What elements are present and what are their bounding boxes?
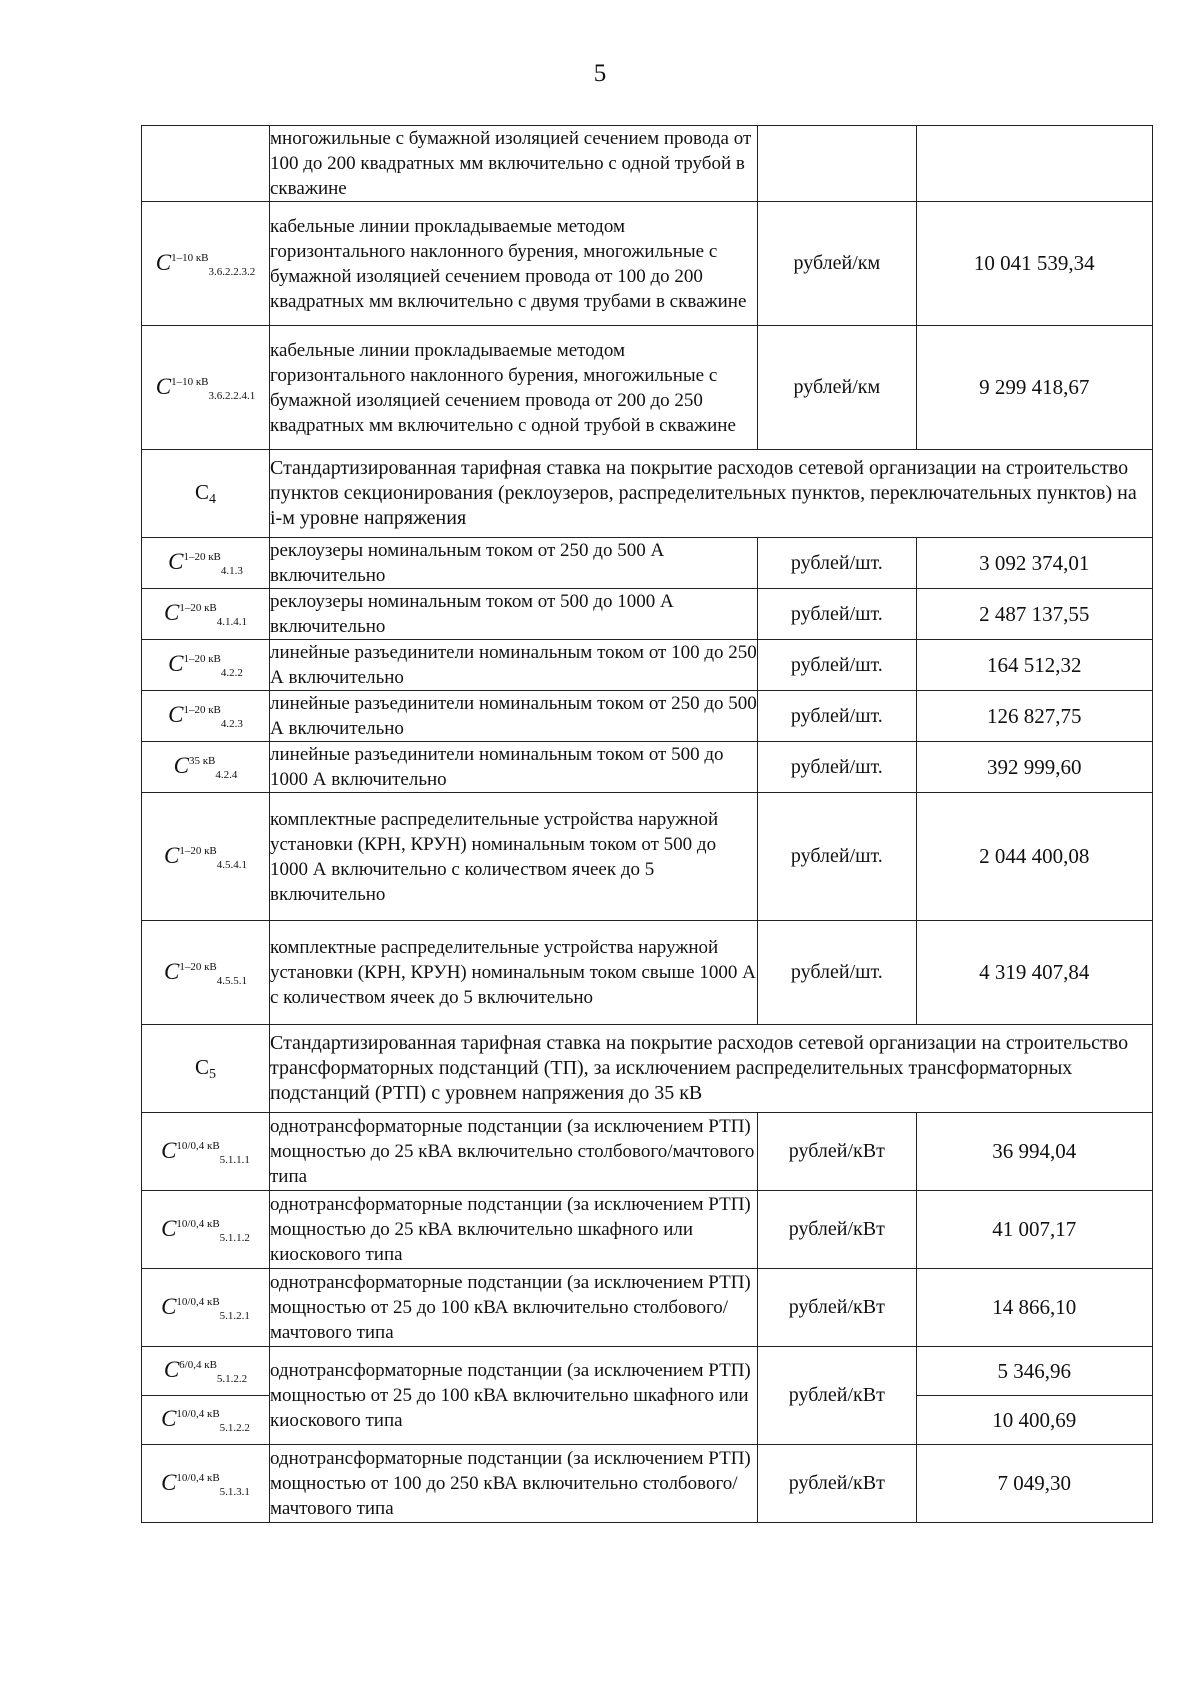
table-row: [142, 1191, 1153, 1269]
row-value: 14 866,10: [916, 1269, 1152, 1347]
section-title: Стандартизированная тарифная ставка на покрытие расходов сетевой организации на строительство пунктов секционирования (реклоузеров, распределительных пунктов, переключательных пунктов) на i-м уровне напряжения: [270, 450, 1153, 538]
row-unit: рублей/кВт: [758, 1269, 916, 1347]
rate-code: $C^{1-10 кВ}_{3.6.2.2.3.2}$: [142, 202, 270, 326]
table-row: [142, 126, 1153, 202]
row-value: 164 512,32: [916, 640, 1152, 691]
table-row: [142, 1113, 1153, 1191]
row-description: однотрансформаторные подстанции (за исключением РТП) мощностью от 25 до 100 кВА включительно шкафного или киоскового типа: [270, 1347, 758, 1445]
row-value: 9 299 418,67: [916, 326, 1152, 450]
row-unit: рублей/кВт: [758, 1347, 916, 1445]
table-row: [142, 1269, 1153, 1347]
row-unit: рублей/шт.: [758, 691, 916, 742]
page-number: 5: [593, 60, 607, 87]
row-value: 5 346,96: [916, 1347, 1152, 1396]
row-value: 126 827,75: [916, 691, 1152, 742]
row-description: реклоузеры номинальным током от 250 до 500 А включительно: [270, 538, 758, 589]
table-row: [142, 538, 1153, 589]
row-description: однотрансформаторные подстанции (за исключением РТП) мощностью до 25 кВА включительно шкафного или киоскового типа: [270, 1191, 758, 1269]
row-value: 36 994,04: [916, 1113, 1152, 1191]
rate-code: $C^{1-10 кВ}_{3.6.2.2.4.1}$: [142, 326, 270, 450]
table-row: [142, 742, 1153, 793]
rate-code-cell: [142, 126, 270, 202]
table-row: [142, 589, 1153, 640]
row-unit: рублей/км: [758, 202, 916, 326]
rate-code: $C^{10/0,4 кВ}_{5.1.1.1}$: [142, 1113, 270, 1191]
rate-code: $C^{1-20 кВ}_{4.2.3}$: [142, 691, 270, 742]
row-value: 2 044 400,08: [916, 793, 1152, 921]
rate-code: $C^{1-20 кВ}_{4.1.3}$: [142, 538, 270, 589]
row-unit: рублей/шт.: [758, 589, 916, 640]
rate-code: $C^{6/0,4 кВ}_{5.1.2.2}$: [142, 1347, 270, 1396]
table-row: [142, 921, 1153, 1025]
row-unit: рублей/кВт: [758, 1445, 916, 1523]
row-value: 10 400,69: [916, 1396, 1152, 1445]
row-description: однотрансформаторные подстанции (за исключением РТП) мощностью от 100 до 250 кВА включительно столбового/мачтового типа: [270, 1445, 758, 1523]
row-description: однотрансформаторные подстанции (за исключением РТП) мощностью от 25 до 100 кВА включительно столбового/мачтового типа: [270, 1269, 758, 1347]
section-header-c4: [142, 450, 1153, 538]
row-value: 4 319 407,84: [916, 921, 1152, 1025]
section-code: $C_5$: [142, 1025, 270, 1113]
row-description: комплектные распределительные устройства наружной установки (КРН, КРУН) номинальным током свыше 1000 А с количеством ячеек до 5 включительно: [270, 921, 758, 1025]
row-description: линейные разъединители номинальным током от 100 до 250 А включительно: [270, 640, 758, 691]
row-value: 41 007,17: [916, 1191, 1152, 1269]
rate-code: $C^{1-20 кВ}_{4.2.2}$: [142, 640, 270, 691]
table-row: [142, 793, 1153, 921]
row-description: однотрансформаторные подстанции (за исключением РТП) мощностью до 25 кВА включительно столбового/мачтового типа: [270, 1113, 758, 1191]
rate-code: $C^{10/0,4 кВ}_{5.1.1.2}$: [142, 1191, 270, 1269]
row-unit: рублей/кВт: [758, 1191, 916, 1269]
table-row: [142, 326, 1153, 450]
section-header-c5: [142, 1025, 1153, 1113]
rate-code: $C^{10/0,4 кВ}_{5.1.2.1}$: [142, 1269, 270, 1347]
row-value: 10 041 539,34: [916, 202, 1152, 326]
row-unit: рублей/шт.: [758, 640, 916, 691]
row-description: кабельные линии прокладываемые методом горизонтального наклонного бурения, многожильные с бумажной изоляцией сечением провода от 200 до 250 квадратных мм включительно с одной трубой в скважине: [270, 326, 758, 450]
table-row: [142, 640, 1153, 691]
row-description: линейные разъединители номинальным током от 500 до 1000 А включительно: [270, 742, 758, 793]
row-unit: рублей/шт.: [758, 921, 916, 1025]
row-unit: рублей/шт.: [758, 742, 916, 793]
section-code: $C_4$: [142, 450, 270, 538]
row-unit: рублей/кВт: [758, 1113, 916, 1191]
row-description: реклоузеры номинальным током от 500 до 1000 А включительно: [270, 589, 758, 640]
row-value: 7 049,30: [916, 1445, 1152, 1523]
row-unit: [758, 126, 916, 202]
row-value: 392 999,60: [916, 742, 1152, 793]
rate-code: $C^{35 кВ}_{4.2.4}$: [142, 742, 270, 793]
row-value: 2 487 137,55: [916, 589, 1152, 640]
row-unit: рублей/шт.: [758, 793, 916, 921]
rate-code: $C^{1-20 кВ}_{4.5.5.1}$: [142, 921, 270, 1025]
tariff-rates-table: [141, 125, 1153, 1523]
row-description: многожильные с бумажной изоляцией сечением провода от 100 до 200 квадратных мм включительно с одной трубой в скважине: [270, 126, 758, 202]
table-row: [142, 1347, 1153, 1396]
table-row: [142, 202, 1153, 326]
table-row: [142, 691, 1153, 742]
row-description: комплектные распределительные устройства наружной установки (КРН, КРУН) номинальным током от 500 до 1000 А включительно с количеством ячеек до 5 включительно: [270, 793, 758, 921]
table-row: [142, 1445, 1153, 1523]
row-description: линейные разъединители номинальным током от 250 до 500 А включительно: [270, 691, 758, 742]
rate-code: $C^{10/0,4 кВ}_{5.1.3.1}$: [142, 1445, 270, 1523]
rate-code: $C^{1-20 кВ}_{4.1.4.1}$: [142, 589, 270, 640]
row-value: 3 092 374,01: [916, 538, 1152, 589]
row-description: кабельные линии прокладываемые методом горизонтального наклонного бурения, многожильные с бумажной изоляцией сечением провода от 100 до 200 квадратных мм включительно с двумя трубами в скважине: [270, 202, 758, 326]
rate-code: $C^{10/0,4 кВ}_{5.1.2.2}$: [142, 1396, 270, 1445]
section-title: Стандартизированная тарифная ставка на покрытие расходов сетевой организации на строительство трансформаторных подстанций (ТП), за исключением распределительных трансформаторных подстанций (РТП) с уровнем напряжения до 35 кВ: [270, 1025, 1153, 1113]
row-unit: рублей/шт.: [758, 538, 916, 589]
rate-code: $C^{1-20 кВ}_{4.5.4.1}$: [142, 793, 270, 921]
row-value: [916, 126, 1152, 202]
row-unit: рублей/км: [758, 326, 916, 450]
